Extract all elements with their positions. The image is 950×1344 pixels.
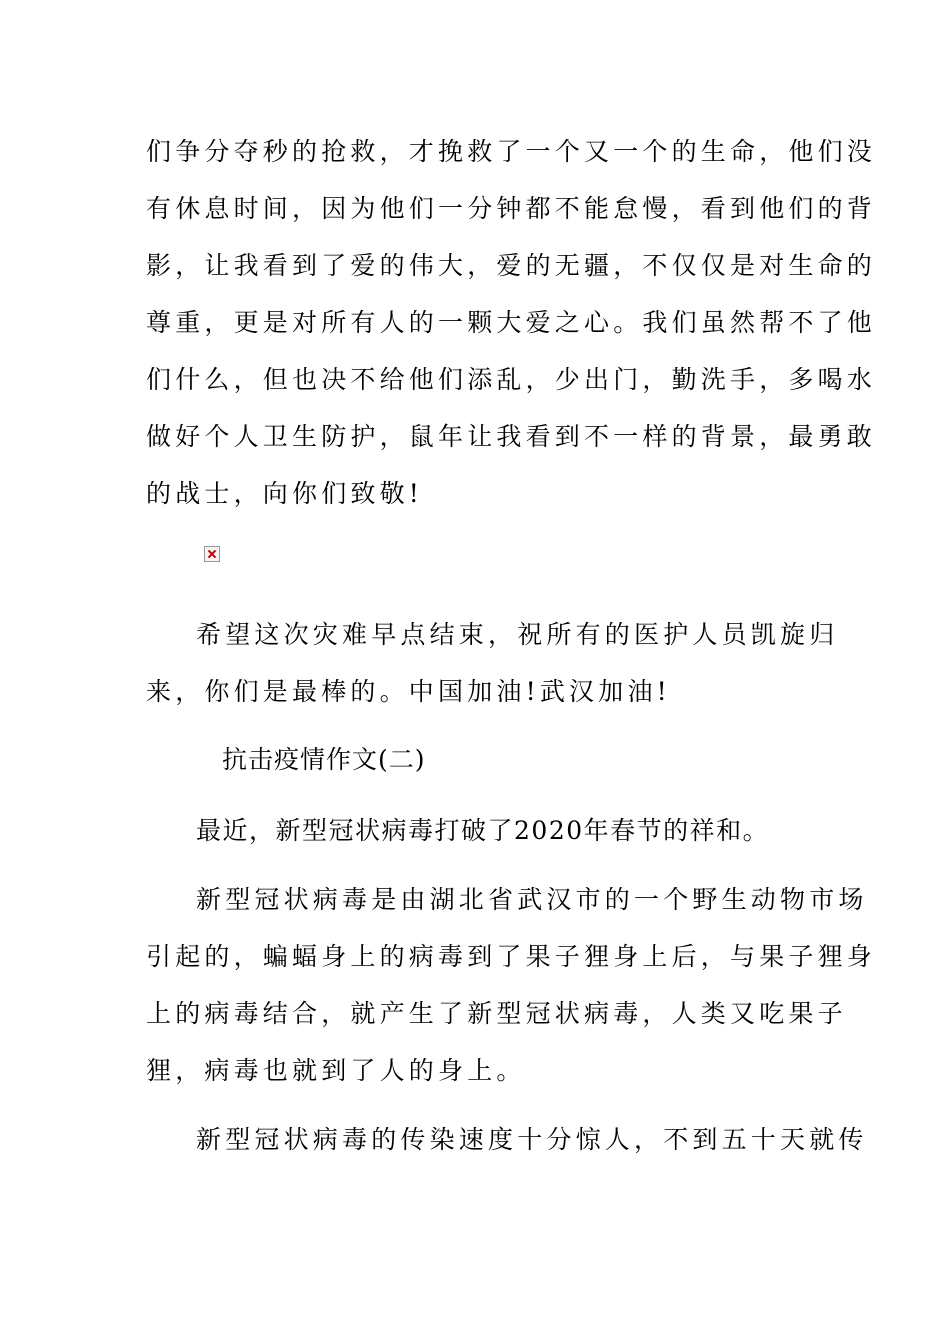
text-line: 有休息时间，因为他们一分钟都不能怠慢，看到他们的背 — [146, 194, 877, 223]
section-title: 抗击疫情作文(二) — [222, 745, 426, 774]
text-line: 新型冠状病毒是由湖北省武汉市的一个野生动物市场 — [196, 885, 868, 914]
text-line: 狸，病毒也就到了人的身上。 — [146, 1056, 526, 1085]
text-line: 来，你们是最棒的。中国加油!武汉加油! — [146, 677, 671, 706]
text-line: 新型冠状病毒的传染速度十分惊人，不到五十天就传 — [196, 1125, 868, 1154]
text-line: 的战士，向你们致敬! — [146, 479, 424, 508]
text-line: 们争分夺秒的抢救，才挽救了一个又一个的生命，他们没 — [146, 137, 877, 166]
text-line: 最近，新型冠状病毒打破了2020年春节的祥和。 — [196, 816, 770, 845]
broken-image-icon — [204, 546, 220, 562]
text-line: 做好个人卫生防护，鼠年让我看到不一样的背景，最勇敢 — [146, 422, 877, 451]
text-line: 引起的，蝙蝠身上的病毒到了果子狸身上后，与果子狸身 — [146, 942, 877, 971]
text-line: 尊重，更是对所有人的一颗大爱之心。我们虽然帮不了他 — [146, 308, 877, 337]
text-line: 们什么，但也决不给他们添乱，少出门，勤洗手，多喝水 — [146, 365, 877, 394]
text-line: 影，让我看到了爱的伟大，爱的无疆，不仅仅是对生命的 — [146, 251, 877, 280]
text-line: 上的病毒结合，就产生了新型冠状病毒，人类又吃果子 — [146, 999, 847, 1028]
text-line: 希望这次灾难早点结束，祝所有的医护人员凯旋归 — [196, 620, 839, 649]
